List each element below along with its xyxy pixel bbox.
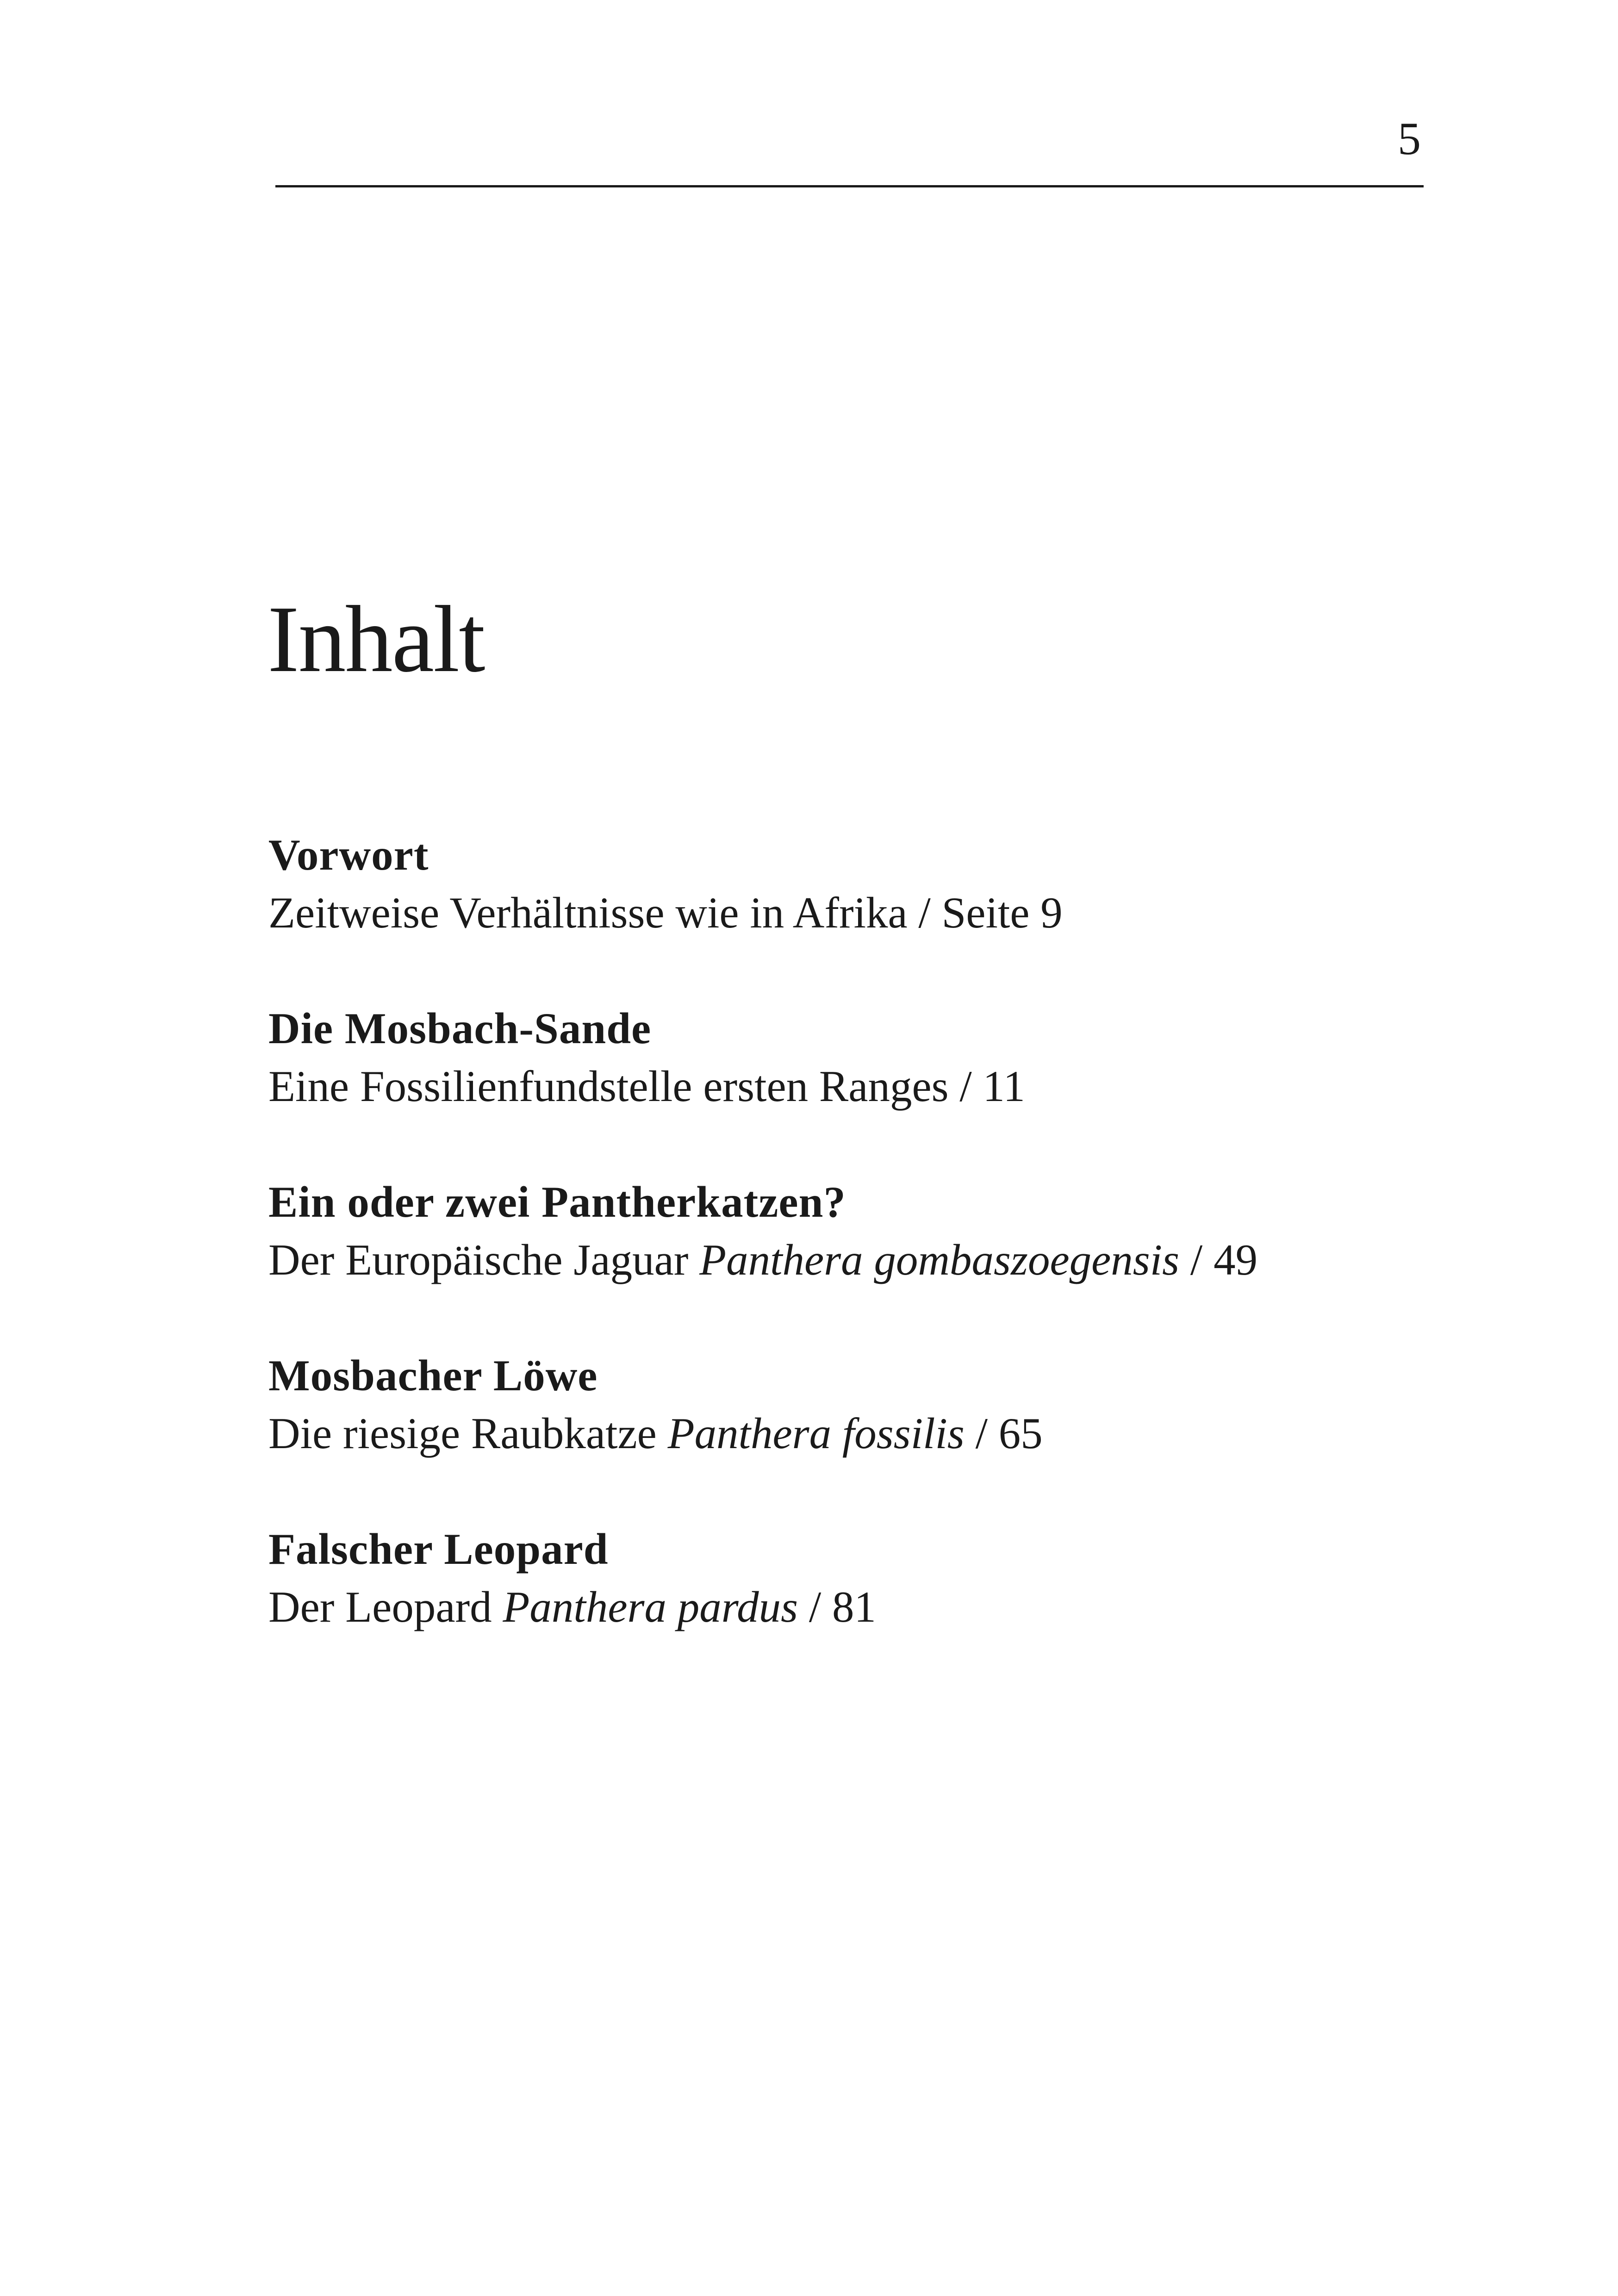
- toc-entry-subtitle: [268, 884, 1425, 942]
- toc-entry-subtitle: [268, 1231, 1425, 1289]
- toc-entry-heading: Ein oder zwei Pantherkatzen?: [268, 1177, 846, 1226]
- toc-entry-separator: /: [964, 1409, 999, 1458]
- toc-entry-description: Zeitweise Verhältnisse wie in Afrika: [268, 888, 908, 937]
- toc-entry-species: Panthera fossilis: [667, 1409, 965, 1458]
- toc-entry-heading: Falscher Leopard: [268, 1524, 609, 1574]
- toc-entry-separator: /: [907, 888, 942, 937]
- toc-entry-page: 65: [998, 1409, 1043, 1458]
- table-of-contents: [268, 826, 1425, 1694]
- toc-entry-separator: /: [1179, 1235, 1214, 1284]
- toc-entry-falscher-leopard[interactable]: [268, 1520, 1425, 1636]
- toc-entry-species: Panthera pardus: [503, 1582, 798, 1631]
- toc-entry-heading: Vorwort: [268, 830, 429, 879]
- page-title: Inhalt: [268, 586, 485, 692]
- toc-entry-heading: Die Mosbach-Sande: [268, 1004, 652, 1053]
- toc-entry-description: Die riesige Raubkatze: [268, 1409, 668, 1458]
- toc-entry-vorwort[interactable]: [268, 826, 1425, 942]
- toc-entry-heading: Mosbacher Löwe: [268, 1351, 598, 1400]
- toc-entry-subtitle: [268, 1058, 1425, 1115]
- toc-entry-subtitle: [268, 1578, 1425, 1636]
- toc-entry-mosbach-sande[interactable]: [268, 1000, 1425, 1115]
- toc-entry-page: 49: [1214, 1235, 1258, 1284]
- toc-entry-description: Der Leopard: [268, 1582, 503, 1631]
- page-number: 5: [1398, 113, 1421, 164]
- toc-entry-page: 81: [832, 1582, 877, 1631]
- toc-entry-mosbacher-loewe[interactable]: [268, 1347, 1425, 1462]
- toc-entry-separator: /: [798, 1582, 833, 1631]
- toc-entry-species: Panthera gombaszoegensis: [699, 1235, 1180, 1284]
- toc-entry-separator: /: [948, 1062, 983, 1111]
- toc-entry-description: Eine Fossilienfundstelle ersten Ranges: [268, 1062, 949, 1111]
- toc-entry-page: 11: [983, 1062, 1025, 1111]
- toc-entry-page: Seite 9: [941, 888, 1063, 937]
- header-rule: [275, 185, 1424, 187]
- toc-entry-description: Der Europäische Jaguar: [268, 1235, 700, 1284]
- toc-entry-subtitle: [268, 1405, 1425, 1462]
- toc-entry-pantherkatzen[interactable]: [268, 1173, 1425, 1289]
